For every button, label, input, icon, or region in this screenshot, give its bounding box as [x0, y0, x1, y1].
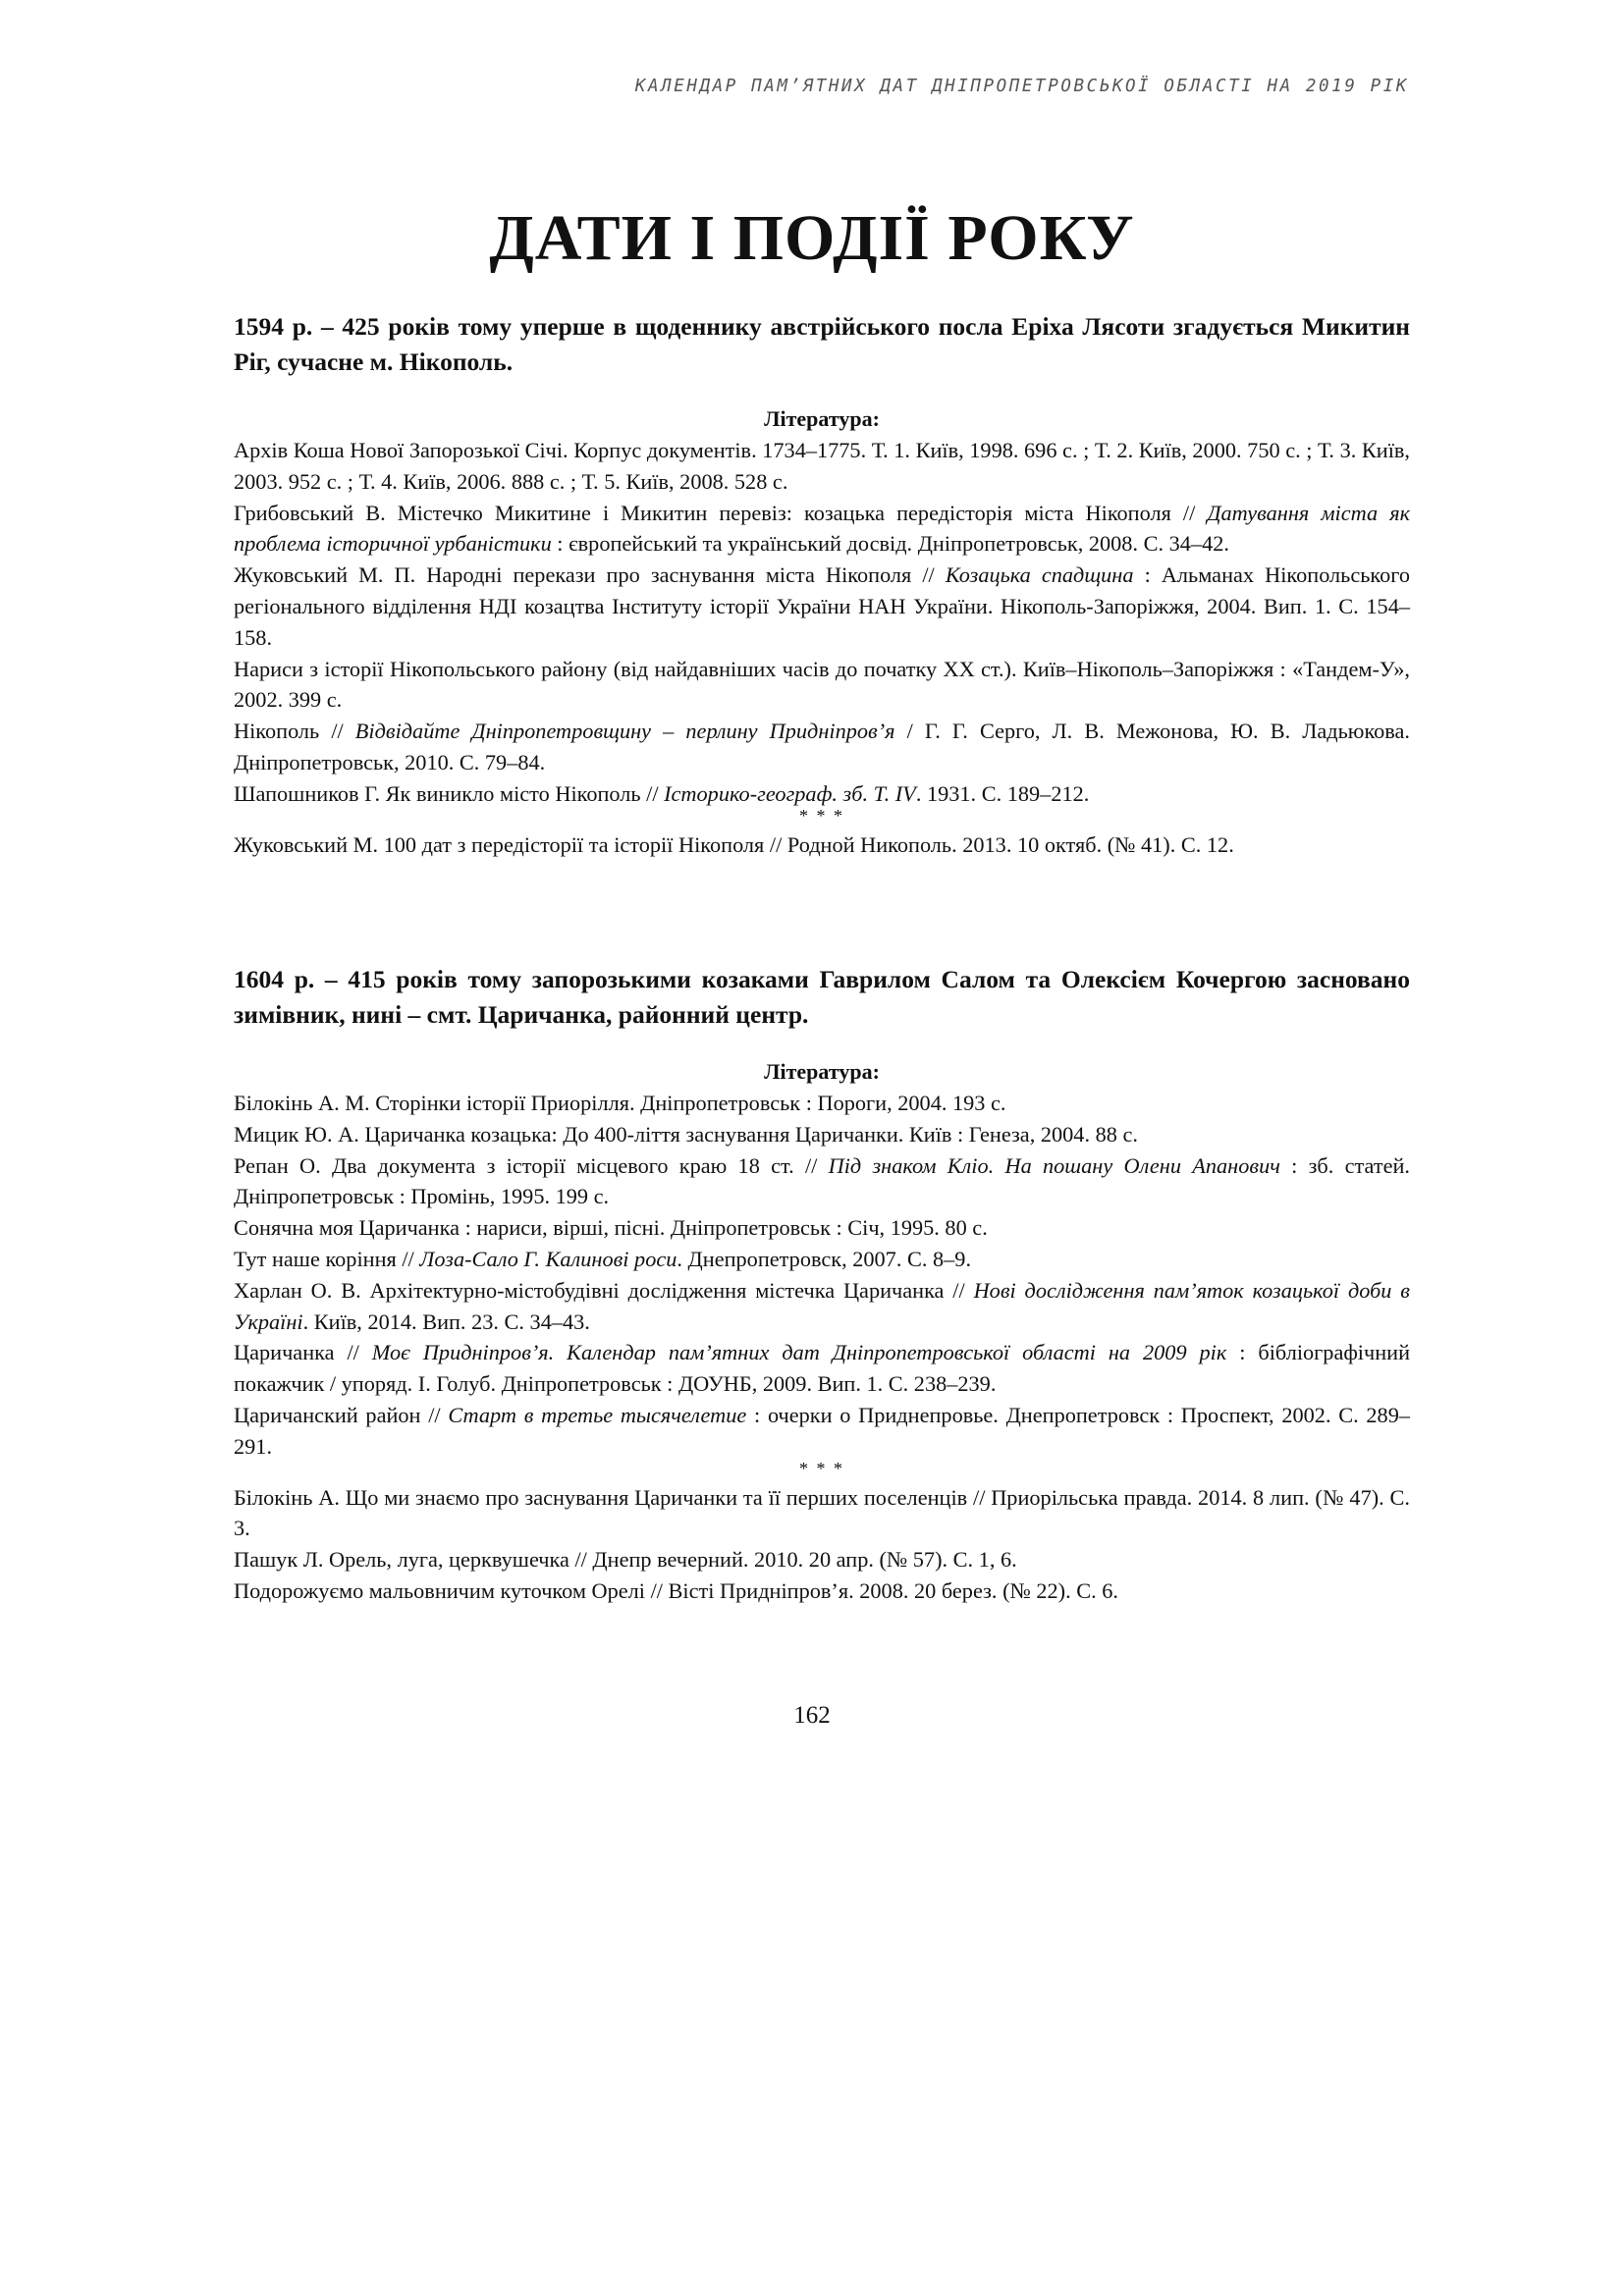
section-divider: * * *: [799, 1458, 844, 1478]
event-heading: 1604 р. – 415 років тому запорозькими козаками Гаврилом Салом та Олексієм Кочергою засновано зимівник, нині – смт. Царичанка, районний центр.: [234, 965, 1410, 1029]
event-section-1604: [234, 962, 1410, 1607]
press-entry: Жуковський М. 100 дат з передісторії та історії Нікополя // Родной Никополь. 2013. 10 октяб. (№ 41). С. 12.: [234, 831, 1234, 857]
bib-entry: Жуковський М. П. Народні перекази про заснування міста Нікополя // Козацька спадщина : Альманах Нікопольського регіонального відділення НДІ козацтва Інституту історії України НАН України. Нікополь-Запоріжжя, 2004. Вип. 1. С. 154–158.: [234, 562, 1410, 650]
literature-heading: Література:: [764, 1059, 880, 1084]
page-title: ДАТИ І ПОДІЇ РОКУ: [489, 202, 1135, 274]
bib-entry: Царичанский район // Старт в третье тысячелетие : очерки о Приднепровье. Днепропетровск : Проспект, 2002. С. 289–291.: [234, 1402, 1410, 1459]
bib-entry: Шапошников Г. Як виникло місто Нікополь // Історико-географ. зб. Т. IV. 1931. С. 189–212.: [234, 780, 1090, 806]
running-head: КАЛЕНДАР ПАМ’ЯТНИХ ДАТ ДНІПРОПЕТРОВСЬКОЇ ОБЛАСТІ НА 2019 РІК: [634, 77, 1409, 96]
bib-entry: Нікополь // Відвідайте Дніпропетровщину – перлину Придніпров’я / Г. Г. Серго, Л. В. Межонова, Ю. В. Ладьюкова. Дніпропетровськ, 2010. С. 79–84.: [234, 719, 1410, 774]
press-entry: Пашук Л. Орель, луга, церквушечка // Днепр вечерний. 2010. 20 апр. (№ 57). С. 1, 6.: [234, 1547, 1017, 1573]
bib-entry: Архів Коша Нової Запорозької Січі. Корпус документів. 1734–1775. Т. 1. Київ, 1998. 696 с. ; Т. 2. Київ, 2000. 750 с. ; Т. 3. Київ, 2003. 952 с. ; Т. 4. Київ, 2006. 888 с. ; Т. 5. Київ, 2008. 528 с.: [234, 438, 1410, 494]
event-heading: 1594 р. – 425 років тому уперше в щоденнику австрійського посла Еріха Лясоти згадується Микитин Ріг, сучасне м. Нікополь.: [234, 312, 1410, 376]
bib-entry: Харлан О. В. Архітектурно-містобудівні дослідження містечка Царичанка // Нові дослідження пам’яток козацької доби в Україні. Київ, 2014. Вип. 23. С. 34–43.: [234, 1277, 1410, 1334]
bib-entry: Царичанка // Моє Придніпров’я. Календар пам’ятних дат Дніпропетровської області на 2009 рік : бібліографічний покажчик / упоряд. І. Голуб. Дніпропетровськ : ДОУНБ, 2009. Вип. 1. С. 238–239.: [234, 1340, 1411, 1397]
event-section-1594: [234, 309, 1410, 860]
bib-entry: Білокінь А. М. Сторінки історії Приорілля. Дніпропетровськ : Пороги, 2004. 193 с.: [234, 1091, 1006, 1115]
bib-entry: Мицик Ю. А. Царичанка козацька: До 400-ліття заснування Царичанки. Київ : Генеза, 2004. 88 с.: [234, 1121, 1138, 1147]
press-entry: Білокінь А. Що ми знаємо про заснування Царичанки та її перших поселенців // Приорільська правда. 2014. 8 лип. (№ 47). С. 3.: [234, 1484, 1410, 1541]
bib-entry: Репан О. Два документа з історії місцевого краю 18 ст. // Під знаком Кліо. На пошану Олени Апанович : зб. статей. Дніпропетровськ : Промінь, 1995. 199 с.: [234, 1152, 1411, 1209]
press-entry: Подорожуємо мальовничим куточком Орелі // Вісті Придніпров’я. 2008. 20 берез. (№ 22). С. 6.: [234, 1577, 1118, 1603]
literature-heading: Література:: [764, 406, 880, 431]
page-number: 162: [793, 1702, 831, 1729]
bib-entry: Тут наше коріння // Лоза-Сало Г. Калинові роси. Днепропетровск, 2007. С. 8–9.: [234, 1246, 972, 1271]
bib-entry: Грибовський В. Містечко Микитине і Микитин перевіз: козацька передісторія міста Нікополя // Датування міста як проблема історичної урбаністики : європейський та український досвід. Дніпропетровськ, 2008. С. 34–42.: [234, 500, 1410, 557]
bib-entry: Сонячна моя Царичанка : нариси, вірші, пісні. Дніпропетровськ : Січ, 1995. 80 с.: [234, 1215, 988, 1241]
section-divider: * * *: [799, 805, 844, 826]
bib-entry: Нариси з історії Нікопольського району (від найдавніших часів до початку XX ст.). Київ–Нікополь–Запоріжжя : «Тандем-У», 2002. 399 с.: [234, 656, 1410, 713]
